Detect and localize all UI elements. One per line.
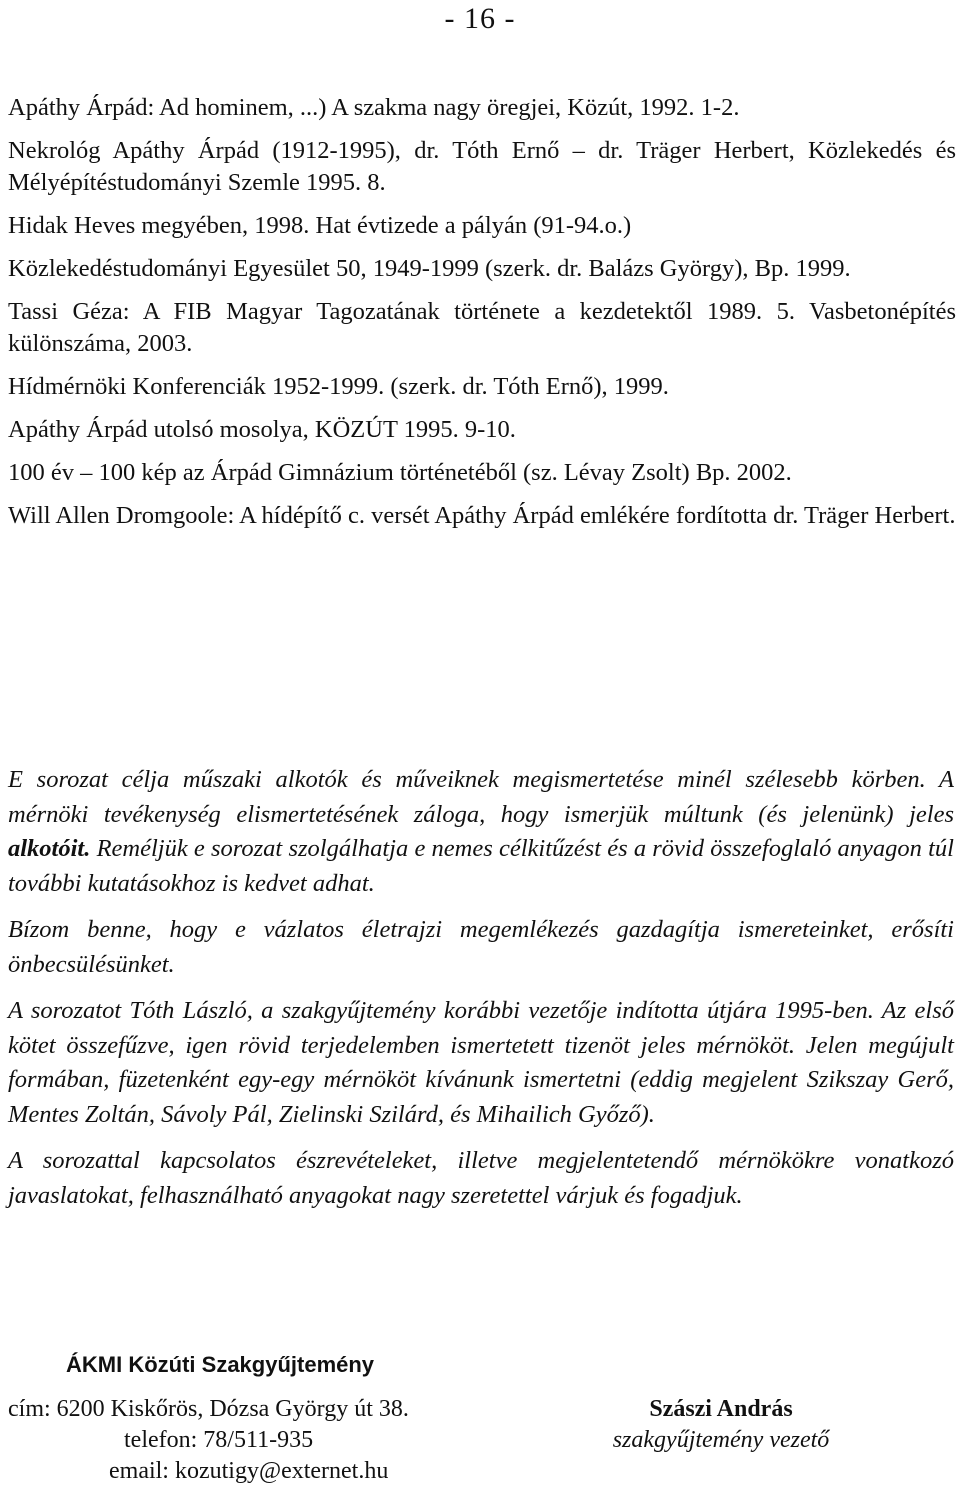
intro-text: E sorozat célja műszaki alkotók és műveiknek megismertetése minél szélesebb körben. A mérnöki tevékenység elismertetésének záloga, hogy ismerjük múltunk (és jelenünk) jeles [8,766,954,828]
reference-item: Hidak Heves megyében, 1998. Hat évtizede a pályán (91-94.o.) [8,212,632,239]
signer-role: szakgyűjtemény vezető [612,1427,830,1453]
reference-item: Tassi Géza: A FIB Magyar Tagozatának története a kezdetektől 1989. 5. Vasbetonépítés különszáma, 2003. [8,298,956,357]
reference-item: Hídmérnöki Konferenciák 1952-1999. (szerk. dr. Tóth Ernő), 1999. [8,373,669,400]
series-introduction [8,763,954,1225]
phone-number: telefon: 78/511-935 [124,1427,314,1453]
intro-paragraph [8,763,954,901]
contact-address-block [8,1394,409,1487]
reference-item: 100 év – 100 kép az Árpád Gimnázium történetéből (sz. Lévay Zsolt) Bp. 2002. [8,459,792,486]
email-address: email: kozutigy@externet.hu [109,1458,389,1484]
intro-paragraph: Bízom benne, hogy e vázlatos életrajzi megemlékezés gazdagítja ismereteinket, erősíti önbecsülésünket. [8,916,954,978]
reference-item: Will Allen Dromgoole: A hídépítő c. versét Apáthy Árpád emlékére fordította dr. Träger Herbert. [8,502,956,529]
signer-name: Szászi András [649,1396,793,1422]
reference-list [8,92,956,543]
intro-paragraph: A sorozatot Tóth László, a szakgyűjtemény korábbi vezetője indította útjára 1995-ben. Az első kötet összefűzve, igen rövid terjedelemben ismertetett tizenöt jeles mérnököt. Jelen megújult formában, füzetenként egy-egy mérnököt kívánunk ismertetni (eddig megjelent Szikszay Gerő, Mentes Zoltán, Sávoly Pál, Zielinski Szilárd, és Mihailich Győző). [8,997,954,1128]
reference-item: Közlekedéstudományi Egyesület 50, 1949-1999 (szerk. dr. Balázs György), Bp. 1999. [8,255,851,282]
page-number: - 16 - [444,2,516,35]
intro-text: Reméljük e sorozat szolgálhatja e nemes célkitűzést és a rövid összefoglaló anyagon túl további kutatásokhoz is kedvet adhat. [8,835,954,897]
postal-address: cím: 6200 Kiskőrös, Dózsa György út 38. [8,1396,409,1422]
reference-item: Apáthy Árpád utolsó mosolya, KÖZÚT 1995. 9-10. [8,416,516,443]
organization-title: ÁKMI Közúti Szakgyűjtemény [66,1352,375,1377]
intro-bold-text: alkotóit. [8,835,91,862]
signature-block [586,1394,856,1456]
intro-paragraph: A sorozattal kapcsolatos észrevételeket, illetve megjelentetendő mérnökökre vonatkozó javaslatokat, felhasználható anyagokat nagy szeretettel várjuk és fogadjuk. [8,1147,954,1209]
reference-item: Apáthy Árpád: Ad hominem, ...) A szakma nagy öregjei, Közút, 1992. 1-2. [8,94,740,121]
reference-item: Nekrológ Apáthy Árpád (1912-1995), dr. Tóth Ernő – dr. Träger Herbert, Közlekedés és Mélyépítéstudományi Szemle 1995. 8. [8,137,956,196]
